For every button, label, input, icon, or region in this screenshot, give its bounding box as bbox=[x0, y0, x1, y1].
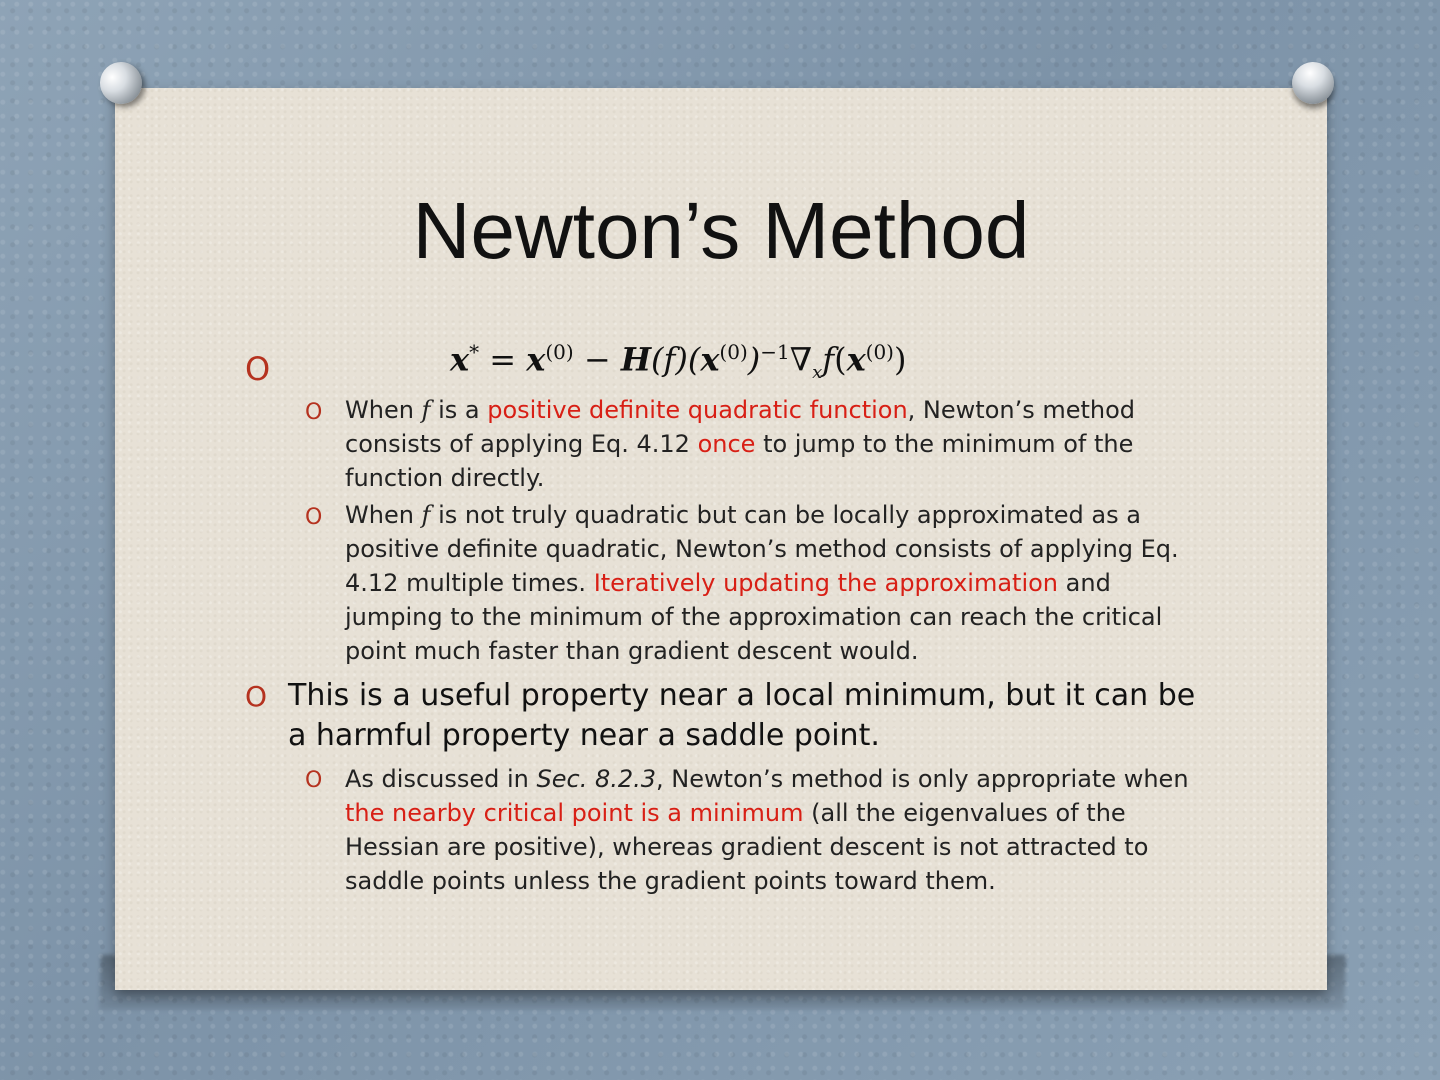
sub-bullet-quadratic-case: When f is a positive definite quadratic function, Newton’s method consists of applying Eq. 4.12 once to jump to the minimum of the function directly. bbox=[345, 396, 1136, 492]
bullet-saddle-point-warning: This is a useful property near a local minimum, but it can be a harmful property near a saddle point. bbox=[288, 678, 1196, 753]
sub-bullet-marker-1: O bbox=[305, 400, 323, 425]
slide-title: Newton’s Method bbox=[412, 186, 1030, 275]
sub-bullet-marker-2: O bbox=[305, 505, 323, 530]
bullet-marker-1: O bbox=[245, 350, 271, 388]
sub-bullet-marker-3: O bbox=[305, 768, 323, 793]
sub-bullet-approximation-case: When f is not truly quadratic but can be locally approximated as a positive definite quadratic, Newton’s method consists of applying Eq. 4.12 multiple times. Iteratively updating the approximation and jumping to the minimum of the approximation can reach the critical point much faster than gradient descent would. bbox=[345, 501, 1179, 665]
bullet-marker-2: O bbox=[245, 680, 268, 713]
sub-bullet-saddle-discussion: As discussed in Sec. 8.2.3, Newton’s method is only appropriate when the nearby critical point is a minimum (all the eigenvalues of the Hessian are positive), whereas gradient descent is not attracted to saddle points unless the gradient points toward them. bbox=[345, 765, 1189, 895]
newton-update-formula: $x^* = x^{(0)} - H(f)(x^{(0)})^{-1}\nabla_xf(x^{(0)})$ bbox=[450, 340, 907, 384]
